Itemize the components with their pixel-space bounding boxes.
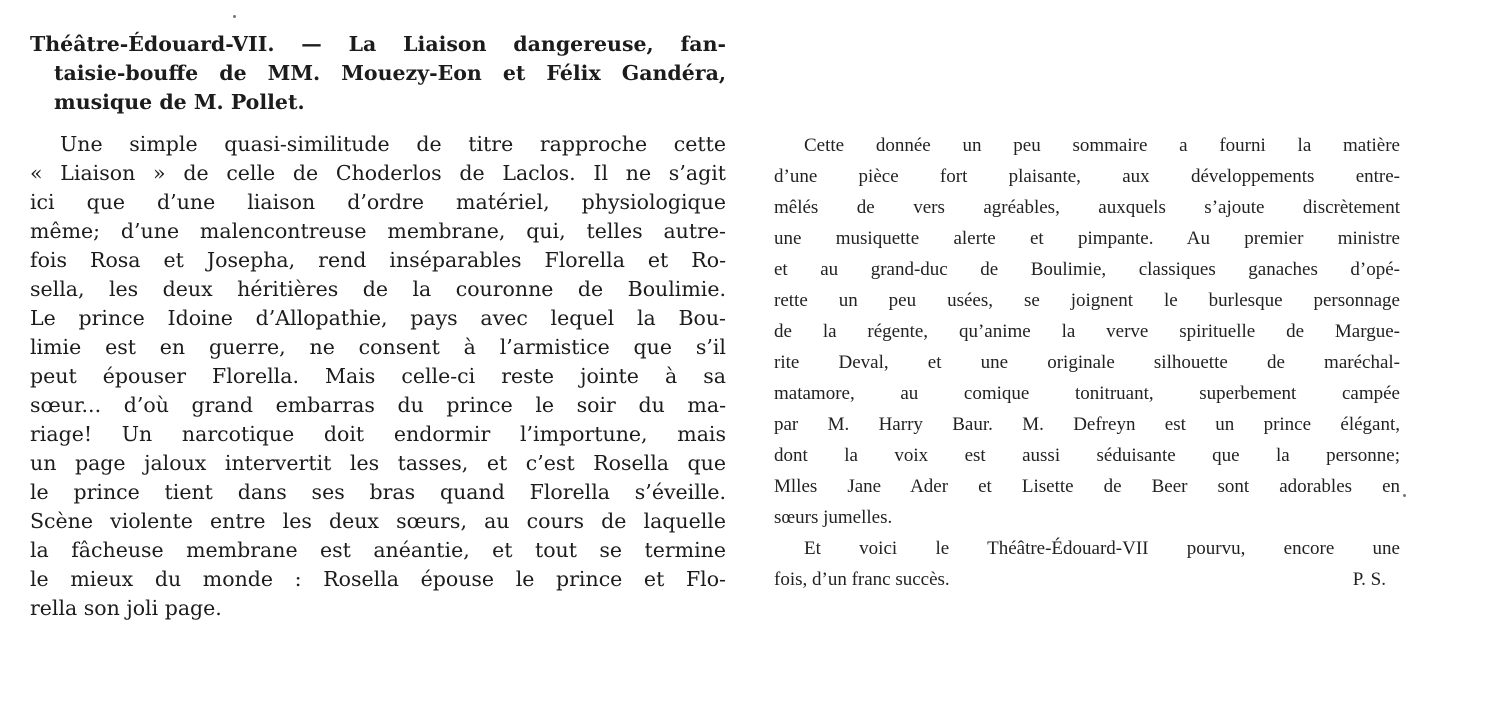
- text-line: « Liaison » de celle de Choderlos de Laclos. Il ne s’agit: [30, 161, 726, 185]
- text-line: matamore, au comique tonitruant, superbement campée: [774, 383, 1400, 404]
- text-line: rite Deval, et une originale silhouette de maréchal-: [774, 352, 1400, 373]
- text-line: fois Rosa et Josepha, rend inséparables Florella et Ro-: [30, 248, 726, 272]
- text-line: limie est en guerre, ne consent à l’armistice que s’il: [30, 335, 726, 359]
- text-line: Cette donnée un peu sommaire a fourni la matière: [804, 135, 1400, 156]
- text-line: peut épouser Florella. Mais celle-ci reste jointe à sa: [30, 364, 726, 388]
- text-line: riage! Un narcotique doit endormir l’importune, mais: [30, 422, 726, 446]
- text-line: Le prince Idoine d’Allopathie, pays avec lequel la Bou-: [30, 306, 726, 330]
- left-paragraph: [30, 130, 726, 623]
- text-line: mêlés de vers agréables, auxquels s’ajoute discrètement: [774, 197, 1400, 218]
- right-paragraph: [774, 130, 1400, 533]
- text-line: fois, d’un franc succès.: [774, 569, 950, 590]
- text-line: sella, les deux héritières de la couronne de Boulimie.: [30, 277, 726, 301]
- text-line: sœur... d’où grand embarras du prince le soir du ma-: [30, 393, 726, 417]
- heading-line: musique de M. Pollet.: [54, 90, 305, 114]
- text-line: Scène violente entre les deux sœurs, au cours de laquelle: [30, 509, 726, 533]
- left-column: [30, 30, 726, 623]
- text-line: la fâcheuse membrane est anéantie, et tout se termine: [30, 538, 726, 562]
- text-line: le mieux du monde : Rosella épouse le prince et Flo-: [30, 567, 726, 591]
- text-line: ici que d’une liaison d’ordre matériel, physiologique: [30, 190, 726, 214]
- right-column: [774, 130, 1400, 595]
- text-line: Mlles Jane Ader et Lisette de Beer sont adorables en: [774, 476, 1400, 497]
- text-line: rella son joli page.: [30, 596, 222, 620]
- text-line: une musiquette alerte et pimpante. Au premier ministre: [774, 228, 1400, 249]
- text-line: Une simple quasi-similitude de titre rapproche cette: [60, 132, 726, 156]
- text-line: un page jaloux intervertit les tasses, et c’est Rosella que: [30, 451, 726, 475]
- text-line: sœurs jumelles.: [774, 507, 893, 528]
- heading-line: Théâtre-Édouard-VII. — La Liaison dangereuse, fan-: [30, 32, 726, 56]
- scan-speck: [1403, 494, 1406, 497]
- text-line: rette un peu usées, se joignent le burlesque personnage: [774, 290, 1400, 311]
- review-heading: [30, 30, 726, 117]
- text-line: Et voici le Théâtre-Édouard-VII pourvu, encore une: [804, 538, 1400, 559]
- signature: P. S.: [1352, 569, 1386, 590]
- text-line: de la régente, qu’anime la verve spirituelle de Margue-: [774, 321, 1400, 342]
- scan-speck: [233, 15, 236, 18]
- text-line: dont la voix est aussi séduisante que la personne;: [774, 445, 1400, 466]
- text-line: même; d’une malencontreuse membrane, qui, telles autre-: [30, 219, 726, 243]
- text-line: et au grand-duc de Boulimie, classiques ganaches d’opé-: [774, 259, 1400, 280]
- text-line: par M. Harry Baur. M. Defreyn est un prince élégant,: [774, 414, 1400, 435]
- text-line: d’une pièce fort plaisante, aux développements entre-: [774, 166, 1400, 187]
- heading-line: taisie-bouffe de MM. Mouezy-Eon et Félix Gandéra,: [54, 61, 726, 85]
- text-line: le prince tient dans ses bras quand Florella s’éveille.: [30, 480, 726, 504]
- signature-line: [774, 564, 1400, 595]
- closing-paragraph: [774, 533, 1400, 595]
